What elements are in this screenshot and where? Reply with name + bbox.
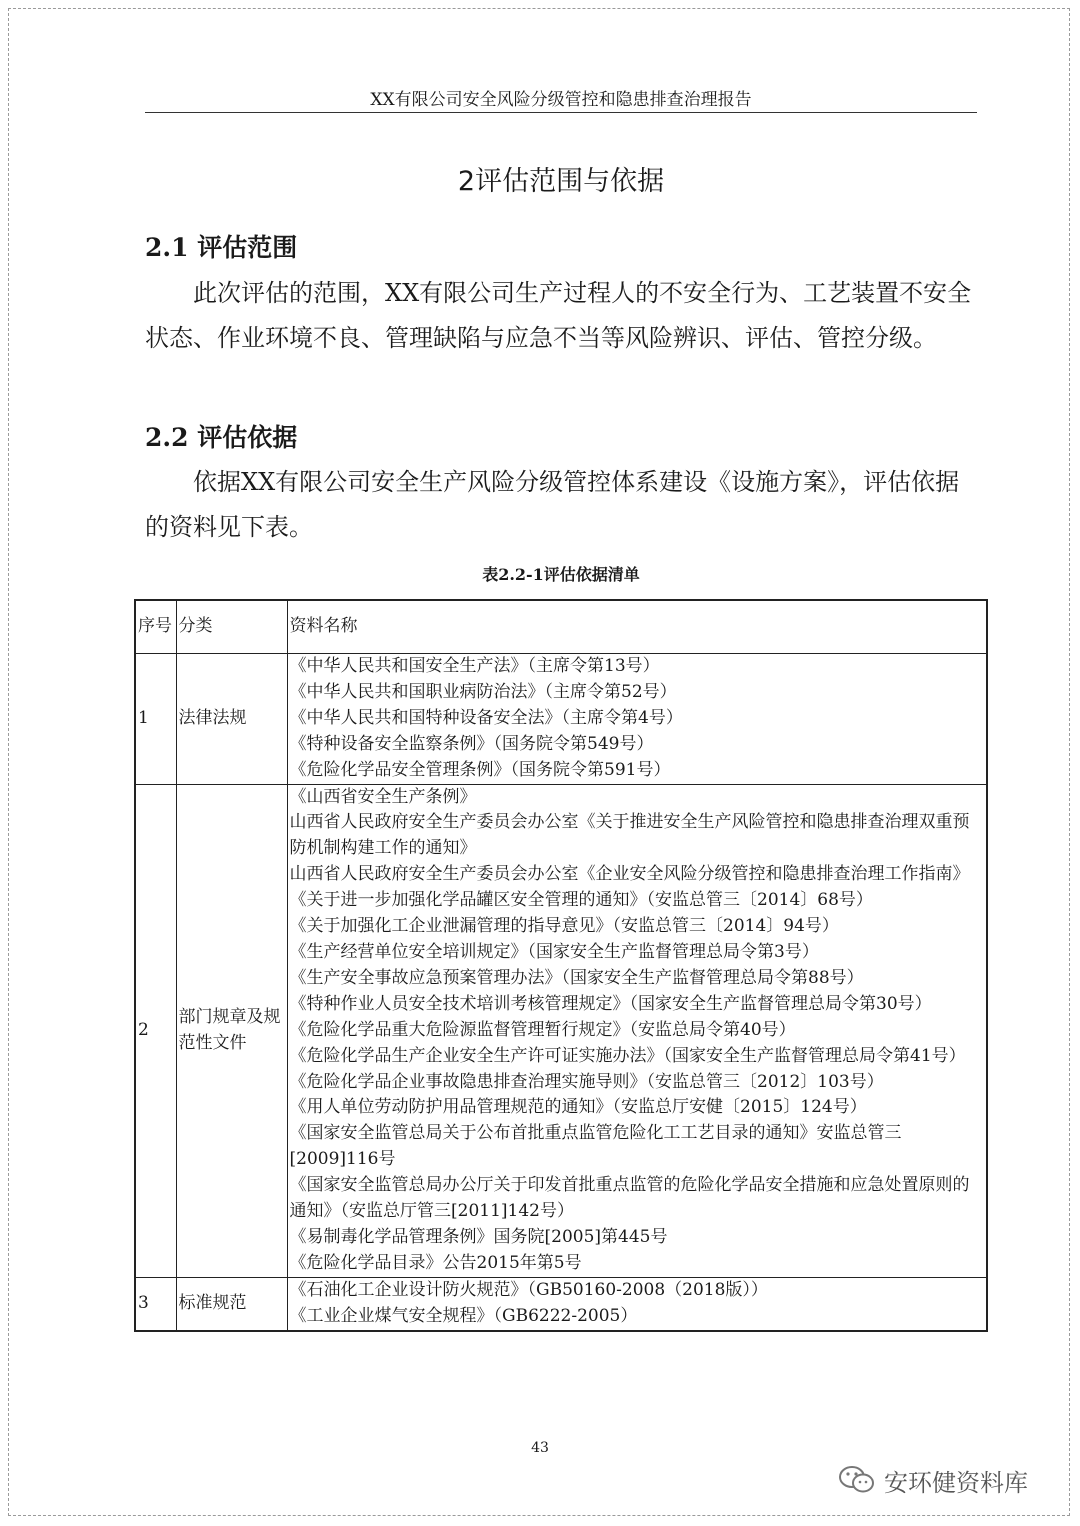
document-item: 《国家安全监管总局办公厅关于印发首批重点监管的危险化学品安全措施和应急处置原则的通知》（安监总厅管三[2011]142号）	[289, 1175, 970, 1222]
table-row	[135, 784, 987, 1277]
row-number: 3	[135, 1277, 176, 1330]
document-item: 《危险化学品安全管理条例》（国务院令第591号）	[289, 759, 671, 780]
document-item: 《生产经营单位安全培训规定》（国家安全生产监督管理总局令第3号）	[289, 941, 819, 962]
header-no: 序号	[135, 600, 176, 654]
header-category: 分类	[176, 600, 287, 654]
document-item: 《国家安全监管总局关于公布首批重点监管危险化工工艺目录的通知》安监总管三[2009]116号	[289, 1123, 902, 1170]
document-item: 《特种作业人员安全技术培训考核管理规定》（国家安全生产监督管理总局令第30号）	[289, 993, 932, 1014]
document-item: 《危险化学品企业事故隐患排查治理实施导则》（安监总管三〔2012〕103号）	[289, 1071, 884, 1092]
basis-paragraph: 依据XX有限公司安全生产风险分级管控体系建设《设施方案》，评估依据的资料见下表。	[145, 468, 960, 541]
chapter-title: 2评估范围与依据	[457, 166, 665, 197]
watermark	[838, 1460, 1028, 1500]
document-item: 《特种设备安全监察条例》（国务院令第549号）	[289, 733, 654, 754]
document-item: 《关于进一步加强化学品罐区安全管理的通知》（安监总管三〔2014〕68号）	[289, 890, 873, 911]
document-item: 山西省人民政府安全生产委员会办公室《企业安全风险分级管控和隐患排查治理工作指南》	[289, 864, 970, 885]
document-item: 《危险化学品生产企业安全生产许可证实施办法》（国家安全生产监督管理总局令第41号）	[289, 1045, 966, 1066]
table-row	[135, 1277, 987, 1330]
header-name: 资料名称	[287, 600, 987, 654]
row-documents	[287, 654, 987, 785]
scope-paragraph: 此次评估的范围，XX有限公司生产过程人的不安全行为、工艺装置不安全状态、作业环境不良、管理缺陷与应急不当等风险辨识、评估、管控分级。	[145, 279, 972, 352]
row-number: 2	[135, 784, 176, 1277]
document-item: 《中华人民共和国安全生产法》（主席令第13号）	[289, 656, 660, 676]
document-item: 《生产安全事故应急预案管理办法》（国家安全生产监督管理总局令第88号）	[289, 967, 864, 988]
table-row	[135, 654, 987, 785]
document-item: 《中华人民共和国职业病防治法》（主席令第52号）	[289, 681, 677, 702]
watermark-text: 安环健资料库	[884, 1468, 1028, 1497]
document-item: 《易制毒化学品管理条例》国务院[2005]第445号	[289, 1226, 668, 1247]
document-item: 《危险化学品重大危险源监督管理暂行规定》（安监总局令第40号）	[289, 1019, 796, 1040]
page-number: 43	[531, 1440, 549, 1456]
document-item: 《用人单位劳动防护用品管理规范的通知》（安监总厅安健〔2015〕124号）	[289, 1097, 867, 1118]
row-documents	[287, 1277, 987, 1330]
document-item: 《山西省安全生产条例》	[289, 786, 477, 807]
row-category: 部门规章及规范性文件	[176, 784, 287, 1277]
document-item: 《危险化学品目录》公告2015年第5号	[289, 1252, 582, 1273]
row-documents	[287, 784, 987, 1277]
section-title-basis: 2.2 评估依据	[145, 423, 298, 452]
document-item: 《工业企业煤气安全规程》（GB6222-2005）	[289, 1305, 638, 1326]
row-category: 标准规范	[176, 1277, 287, 1330]
wechat-icon	[838, 1464, 876, 1496]
running-header: XX有限公司安全风险分级管控和隐患排查治理报告	[145, 88, 977, 113]
row-number: 1	[135, 654, 176, 785]
document-item: 《中华人民共和国特种设备安全法》（主席令第4号）	[289, 707, 683, 728]
document-item: 《石油化工企业设计防火规范》（GB50160-2008（2018版））	[289, 1279, 768, 1300]
table-caption: 表2.2-1评估依据清单	[482, 565, 640, 584]
table-header-row	[135, 600, 987, 654]
row-category: 法律法规	[176, 654, 287, 785]
basis-table	[134, 599, 988, 1332]
section-title-scope: 2.1 评估范围	[145, 233, 298, 262]
document-item: 《关于加强化工企业泄漏管理的指导意见》（安监总管三〔2014〕94号）	[289, 916, 839, 937]
document-item: 山西省人民政府安全生产委员会办公室《关于推进安全生产风险管控和隐患排查治理双重预防机制构建工作的通知》	[289, 812, 970, 859]
